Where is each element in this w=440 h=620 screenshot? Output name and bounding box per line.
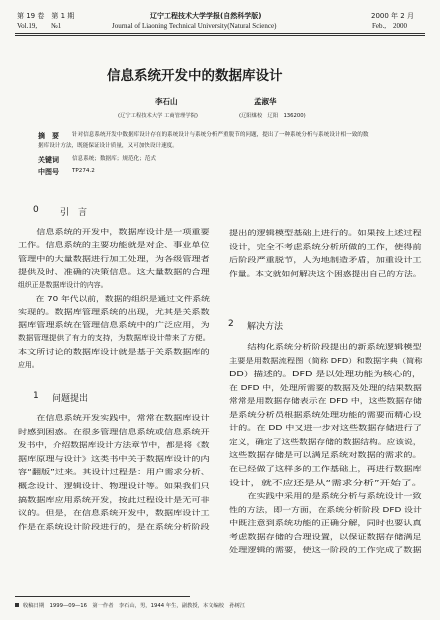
abstract-label: 摘 要 xyxy=(38,132,59,140)
body-text-line: 本文所讨论的数据库设计就是基于关系数据库的 xyxy=(18,347,210,356)
body-text-line: 提出的逻辑模型基础上进行的。如果按上述过程 xyxy=(229,229,422,237)
body-text-line: 据库管理系统在管理信息系统中的广泛应用，为 xyxy=(18,321,210,330)
journal-name-cn: 辽宁工程技术大学学报(自然科学版) xyxy=(150,12,262,20)
body-text-line: 议的。但是，在信息系统开发中，数据库设计工 xyxy=(18,509,210,518)
section-2-number: 2 xyxy=(228,319,234,329)
body-text-line: 搞数据库应用系统开发，按此过程设计是无可非 xyxy=(18,495,210,504)
body-text-line: 在 DFD 中，处理所需要的数据及处理的结果数据 xyxy=(229,383,422,392)
body-text-line: 提供及时、准确的决策信息。这大量数据的合理 xyxy=(18,267,210,276)
volume-issue-cn: 第 19 卷 第 1 期 xyxy=(17,12,75,20)
body-text-line: 作是在系统设计阶段进行的，是在系统分析阶段 xyxy=(18,522,210,531)
footnote-text: 收稿日期 1999—09—16 第一作者 李石山，男，1944 年生，副教授，本文编校 孙树江 xyxy=(23,603,246,609)
section-0-number: 0 xyxy=(33,205,39,215)
body-text-line: 这些数据存储是可以满足系统对数据的需求的。 xyxy=(229,451,422,460)
body-text-line: 后阶段严重脱节，人为地制造矛盾，加重设计工 xyxy=(229,256,422,265)
section-2-title: 解决方法 xyxy=(247,322,284,332)
body-text-line: 数据管理提供了有力的支持，为数据库设计带来了方便。 xyxy=(18,334,211,343)
body-text-line: 应用。 xyxy=(18,361,39,369)
body-text-line: DD）描述的。DFD 是以处理功能为核心的， xyxy=(229,370,422,379)
body-text-line: 定义，确定了这些数据存储的数据结构。应该说， xyxy=(229,437,422,446)
body-text-line: 考虑数据存储的合理设置，以保证数据存储满足 xyxy=(229,532,422,541)
abstract-line-1: 针对信息系统开发中数据库设计存在的系统设计与系统分析严重脱节的问题，提出了一种系统分析与系统设计相一致的数 xyxy=(72,132,369,138)
body-text-line: 管理中的大量数据进行加工处理，为各级管理者 xyxy=(18,254,210,263)
section-1-title: 问题提出 xyxy=(52,394,89,404)
body-text-line: 中既注意到系统功能的正确分解，同时也要认真 xyxy=(229,519,422,528)
author-name-2: 孟淑华 xyxy=(254,97,277,106)
body-text-line: 工作。信息系统的主要功能就是对企、事业单位 xyxy=(18,241,210,250)
body-text-line: 组织正是数据库设计的内容。 xyxy=(18,281,108,290)
classification-label: 中图号 xyxy=(38,168,59,176)
section-1-number: 1 xyxy=(33,391,39,401)
issue-date-en: Feb., 2000 xyxy=(372,22,407,30)
body-text-line: 常常是用数据存储表示在 DFD 中，这些数据存储 xyxy=(229,397,422,406)
author-name-1: 李石山 xyxy=(155,97,178,106)
author-affiliation-1: (辽宁工程技术大学 工商管理学院) xyxy=(118,113,198,119)
body-text-line: 在实践中采用的是系统分析与系统设计一致 xyxy=(229,492,422,501)
body-text-line: 结构化系统分析阶段提出的新系统逻辑模型 xyxy=(229,343,422,351)
body-text-line: 设计，完全不考虑系统分析所做的工作，使得前 xyxy=(229,242,422,251)
body-text-line: 性的方法，即一方面，在系统分析阶段 DFD 设计 xyxy=(229,505,422,514)
header-rule-bottom xyxy=(15,35,425,36)
body-text-line: 在信息系统开发实践中，常常在数据库设计 xyxy=(18,414,210,422)
body-text-line: 处理逻辑的需要，使这一阶段的工作完成了数据 xyxy=(229,546,422,555)
body-text-line: 作量。本文就如何解决这个困惑提出自己的方法。 xyxy=(229,269,422,278)
body-text-line: 信息系统的开发中，数据库设计是一项重要 xyxy=(18,228,210,236)
body-text-line: 设计，就不应还是从“需求分析”开始了。 xyxy=(229,478,423,487)
footnote-rule xyxy=(15,596,190,597)
body-text-line: 在已经做了这样多的工作基础上，再进行数据库 xyxy=(229,464,422,473)
body-text-line: 计的。在 DD 中又进一步对这些数据存储进行了 xyxy=(229,424,422,433)
paper-title: 信息系统开发中的数据库设计 xyxy=(107,68,283,84)
footnote-marker xyxy=(15,603,19,607)
body-text-line: 发书中，介绍数据库设计方法章节中，都是将《数 xyxy=(18,441,210,450)
body-text-line: 时感到困惑。在很多管理信息系统或信息系统开 xyxy=(18,427,210,436)
journal-name-en: Journal of Liaoning Technical University(Natural Science) xyxy=(112,22,277,30)
body-text-line: 在 70 年代以前，数据的组织是通过文件系统 xyxy=(18,294,210,303)
keywords-value: 信息系统；数据库；规范化；范式 xyxy=(72,156,156,162)
keywords-label: 关键词 xyxy=(38,156,59,164)
body-text-line: 主要是用数据流程图（简称 DFD）和数据字典（简称 xyxy=(229,356,423,365)
body-text-line: 容“翻版”过来。其设计过程是：用户需求分析、 xyxy=(18,468,210,477)
classification-value: TP274.2 xyxy=(72,168,95,174)
section-0-title: 引 言 xyxy=(60,208,88,218)
header-rule-top xyxy=(15,33,425,34)
abstract-line-2: 据库设计方法，既能保证设计质量，又可加快设计速度。 xyxy=(38,143,178,149)
body-text-line: 是系统分析员根据系统处理功能的需要而精心设 xyxy=(229,410,422,419)
volume-issue-en: Vol.19, №1 xyxy=(17,22,62,30)
body-text-line: 据库原理与设计》这类书中关于数据库设计的内 xyxy=(18,454,210,463)
issue-date-cn: 2000 年 2 月 xyxy=(371,12,414,20)
body-text-line: 实现的。数据库管理系统的出现，尤其是关系数 xyxy=(18,307,210,316)
author-affiliation-2: (辽阳煤校 辽阳 136200) xyxy=(239,113,306,119)
body-text-line: 概念设计、逻辑设计、物理设计等。如果我们只 xyxy=(18,482,210,490)
